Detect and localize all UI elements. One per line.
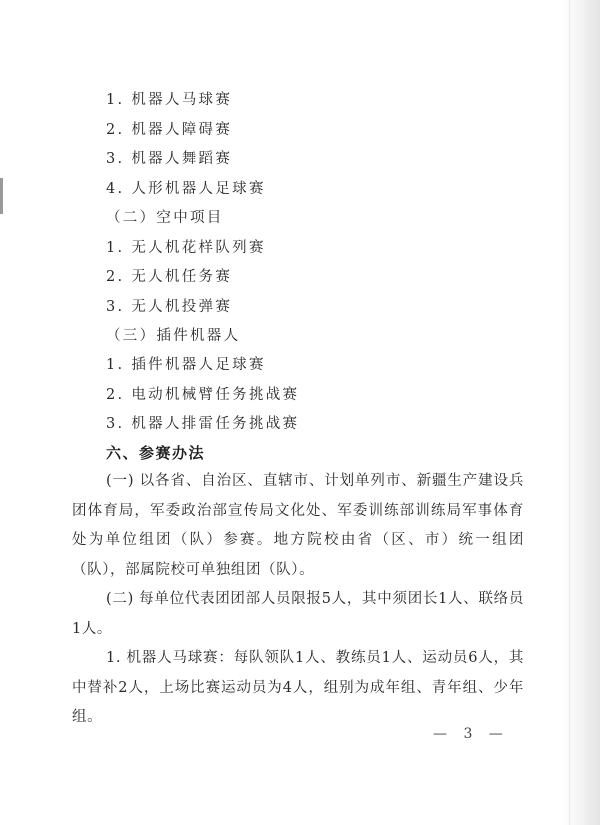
subsection-aerial: （二）空中项目: [106, 210, 224, 226]
list-item-robot-dance: 3. 机器人舞蹈赛: [106, 151, 233, 167]
paragraph-delegation-staff: (二) 每单位代表团团部人员限报5人，其中须团长1人、联络员1人。: [72, 591, 524, 637]
paragraph-team-formation: (一) 以各省、自治区、直辖市、计划单列市、新疆生产建设兵团体育局，军委政治部宣传局文化处、军委训练部训练局军事体育处为单位组团（队）参赛。地方院校由省（区、市）统一组团（队），部属院校可单独组团（队）。: [72, 473, 524, 578]
scan-binding-mark: [0, 178, 3, 214]
page-number: — 3 —: [433, 726, 509, 742]
list-item-robot-obstacle: 2. 机器人障碍赛: [106, 122, 233, 138]
list-item-drone-bombing: 3. 无人机投弹赛: [106, 299, 233, 315]
list-item-robot-arm: 2. 电动机械臂任务挑战赛: [106, 387, 300, 403]
paragraph-robot-polo-team: 1. 机器人马球赛：每队领队1人、教练员1人、运动员6人，其中替补2人，上场比赛运动员为4人，组别为成年组、青年组、少年组。: [72, 650, 524, 725]
scan-edge-line: [569, 0, 570, 825]
list-item-demining: 3. 机器人排雷任务挑战赛: [106, 416, 300, 432]
scan-edge-shadow: [562, 0, 600, 825]
list-item-robot-polo: 1. 机器人马球赛: [106, 92, 233, 108]
list-item-drone-formation: 1. 无人机花样队列赛: [106, 240, 266, 256]
list-item-drone-mission: 2. 无人机任务赛: [106, 269, 233, 285]
list-item-humanoid-soccer: 4. 人形机器人足球赛: [106, 181, 266, 197]
subsection-plugin-robot: （三）插件机器人: [106, 328, 241, 344]
section-heading: 六、参赛办法: [106, 444, 206, 462]
list-item-plugin-soccer: 1. 插件机器人足球赛: [106, 357, 266, 373]
